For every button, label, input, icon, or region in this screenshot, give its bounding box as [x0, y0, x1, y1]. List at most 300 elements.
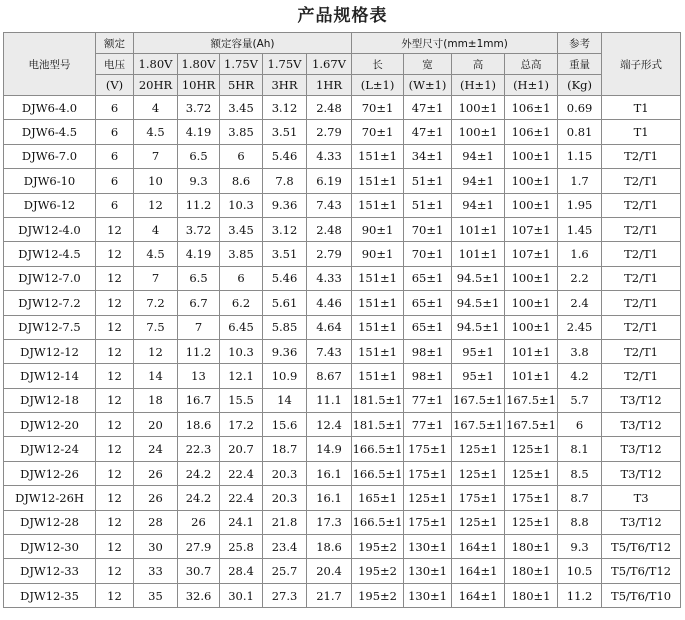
- cell-cap-1hr: 8.67: [307, 364, 352, 388]
- cell-cap-3hr: 15.6: [263, 413, 307, 437]
- page-title: 产品规格表: [297, 6, 388, 26]
- cell-total-height: 100±1: [505, 169, 558, 193]
- cell-terminal: T2/T1: [602, 217, 681, 241]
- cell-weight: 5.7: [558, 388, 602, 412]
- cell-model: DJW12-26: [4, 461, 96, 485]
- cell-height: 164±1: [452, 559, 505, 583]
- cell-cap-3hr: 20.3: [263, 461, 307, 485]
- table-row: [4, 266, 681, 290]
- cell-width: 98±1: [404, 364, 452, 388]
- header-capacity-group: 额定容量(Ah): [134, 33, 352, 54]
- cell-cap-10hr: 32.6: [178, 583, 220, 607]
- cell-cap-3hr: 9.36: [263, 339, 307, 363]
- cell-cap-20hr: 28: [134, 510, 178, 534]
- cell-model: DJW12-4.5: [4, 242, 96, 266]
- cell-voltage: 6: [96, 120, 134, 144]
- cell-height: 125±1: [452, 510, 505, 534]
- cell-weight: 9.3: [558, 535, 602, 559]
- header-cap-volt: 1.67V: [307, 54, 352, 75]
- cell-terminal: T3/T12: [602, 413, 681, 437]
- header-cap-volt: 1.75V: [220, 54, 263, 75]
- cell-length: 165±1: [352, 486, 404, 510]
- table-row: [4, 242, 681, 266]
- header-cap-rate: 5HR: [220, 75, 263, 96]
- cell-model: DJW12-30: [4, 535, 96, 559]
- cell-cap-3hr: 5.61: [263, 291, 307, 315]
- cell-cap-10hr: 6.5: [178, 144, 220, 168]
- cell-cap-1hr: 17.3: [307, 510, 352, 534]
- cell-cap-20hr: 24: [134, 437, 178, 461]
- header-cap-rate: 1HR: [307, 75, 352, 96]
- cell-voltage: 12: [96, 266, 134, 290]
- cell-cap-5hr: 20.7: [220, 437, 263, 461]
- cell-cap-20hr: 4.5: [134, 120, 178, 144]
- cell-height: 101±1: [452, 242, 505, 266]
- cell-width: 47±1: [404, 120, 452, 144]
- cell-width: 98±1: [404, 339, 452, 363]
- cell-total-height: 107±1: [505, 217, 558, 241]
- cell-weight: 0.69: [558, 96, 602, 120]
- cell-cap-20hr: 4: [134, 217, 178, 241]
- header-dim-unit: (L±1): [352, 75, 404, 96]
- cell-cap-10hr: 24.2: [178, 486, 220, 510]
- cell-weight: 2.45: [558, 315, 602, 339]
- cell-cap-3hr: 3.51: [263, 120, 307, 144]
- cell-total-height: 167.5±1: [505, 388, 558, 412]
- table-row: [4, 193, 681, 217]
- cell-width: 70±1: [404, 217, 452, 241]
- cell-cap-10hr: 3.72: [178, 217, 220, 241]
- cell-cap-10hr: 7: [178, 315, 220, 339]
- cell-height: 125±1: [452, 437, 505, 461]
- header-model: 电池型号: [4, 33, 96, 96]
- cell-total-height: 100±1: [505, 291, 558, 315]
- cell-cap-10hr: 9.3: [178, 169, 220, 193]
- cell-terminal: T3/T12: [602, 437, 681, 461]
- cell-terminal: T5/T6/T12: [602, 535, 681, 559]
- cell-model: DJW12-7.2: [4, 291, 96, 315]
- cell-cap-20hr: 14: [134, 364, 178, 388]
- header-width: 宽: [404, 54, 452, 75]
- header-voltage: 电压: [96, 54, 134, 75]
- cell-cap-5hr: 22.4: [220, 461, 263, 485]
- cell-cap-20hr: 7.2: [134, 291, 178, 315]
- header-length: 长: [352, 54, 404, 75]
- cell-total-height: 180±1: [505, 559, 558, 583]
- cell-cap-20hr: 10: [134, 169, 178, 193]
- cell-model: DJW12-28: [4, 510, 96, 534]
- cell-voltage: 12: [96, 510, 134, 534]
- cell-width: 175±1: [404, 510, 452, 534]
- cell-cap-10hr: 6.7: [178, 291, 220, 315]
- header-dim-unit: (H±1): [505, 75, 558, 96]
- cell-cap-3hr: 9.36: [263, 193, 307, 217]
- cell-length: 151±1: [352, 315, 404, 339]
- cell-length: 151±1: [352, 144, 404, 168]
- cell-cap-5hr: 30.1: [220, 583, 263, 607]
- cell-terminal: T2/T1: [602, 144, 681, 168]
- cell-cap-1hr: 4.46: [307, 291, 352, 315]
- cell-cap-5hr: 22.4: [220, 486, 263, 510]
- cell-height: 95±1: [452, 339, 505, 363]
- cell-model: DJW12-20: [4, 413, 96, 437]
- cell-cap-10hr: 4.19: [178, 242, 220, 266]
- cell-cap-10hr: 30.7: [178, 559, 220, 583]
- cell-cap-10hr: 27.9: [178, 535, 220, 559]
- cell-width: 65±1: [404, 315, 452, 339]
- cell-cap-3hr: 21.8: [263, 510, 307, 534]
- cell-model: DJW12-33: [4, 559, 96, 583]
- cell-cap-3hr: 25.7: [263, 559, 307, 583]
- cell-height: 94.5±1: [452, 315, 505, 339]
- cell-model: DJW12-18: [4, 388, 96, 412]
- cell-terminal: T1: [602, 120, 681, 144]
- cell-length: 70±1: [352, 120, 404, 144]
- cell-cap-10hr: 24.2: [178, 461, 220, 485]
- cell-height: 100±1: [452, 96, 505, 120]
- cell-cap-1hr: 16.1: [307, 461, 352, 485]
- cell-voltage: 12: [96, 486, 134, 510]
- cell-cap-1hr: 2.79: [307, 120, 352, 144]
- cell-cap-10hr: 26: [178, 510, 220, 534]
- cell-cap-10hr: 11.2: [178, 339, 220, 363]
- cell-width: 47±1: [404, 96, 452, 120]
- cell-width: 130±1: [404, 535, 452, 559]
- cell-weight: 0.81: [558, 120, 602, 144]
- cell-length: 151±1: [352, 193, 404, 217]
- cell-weight: 8.7: [558, 486, 602, 510]
- cell-height: 94±1: [452, 144, 505, 168]
- cell-model: DJW12-26H: [4, 486, 96, 510]
- table-row: [4, 461, 681, 485]
- cell-cap-3hr: 3.51: [263, 242, 307, 266]
- cell-length: 151±1: [352, 266, 404, 290]
- header-rated: 额定: [96, 33, 134, 54]
- cell-cap-3hr: 14: [263, 388, 307, 412]
- table-row: [4, 96, 681, 120]
- cell-cap-10hr: 16.7: [178, 388, 220, 412]
- cell-cap-5hr: 28.4: [220, 559, 263, 583]
- cell-cap-1hr: 4.33: [307, 144, 352, 168]
- cell-total-height: 100±1: [505, 266, 558, 290]
- cell-cap-20hr: 7: [134, 266, 178, 290]
- cell-voltage: 12: [96, 583, 134, 607]
- table-row: [4, 144, 681, 168]
- cell-weight: 2.4: [558, 291, 602, 315]
- cell-cap-1hr: 7.43: [307, 193, 352, 217]
- header-height: 高: [452, 54, 505, 75]
- cell-cap-3hr: 5.46: [263, 144, 307, 168]
- cell-cap-20hr: 12: [134, 339, 178, 363]
- table-row: [4, 217, 681, 241]
- header-terminal: 端子形式: [602, 33, 681, 96]
- cell-voltage: 12: [96, 461, 134, 485]
- cell-height: 164±1: [452, 583, 505, 607]
- cell-cap-1hr: 6.19: [307, 169, 352, 193]
- cell-cap-20hr: 33: [134, 559, 178, 583]
- cell-total-height: 180±1: [505, 535, 558, 559]
- cell-voltage: 12: [96, 315, 134, 339]
- cell-total-height: 180±1: [505, 583, 558, 607]
- cell-length: 90±1: [352, 242, 404, 266]
- cell-model: DJW12-24: [4, 437, 96, 461]
- cell-cap-10hr: 11.2: [178, 193, 220, 217]
- cell-cap-1hr: 2.48: [307, 96, 352, 120]
- cell-model: DJW12-7.5: [4, 315, 96, 339]
- cell-total-height: 100±1: [505, 193, 558, 217]
- cell-cap-20hr: 7.5: [134, 315, 178, 339]
- cell-length: 90±1: [352, 217, 404, 241]
- header-cap-volt: 1.75V: [263, 54, 307, 75]
- cell-weight: 8.8: [558, 510, 602, 534]
- cell-cap-20hr: 26: [134, 486, 178, 510]
- table-row: [4, 535, 681, 559]
- cell-terminal: T2/T1: [602, 291, 681, 315]
- table-row: [4, 388, 681, 412]
- cell-width: 70±1: [404, 242, 452, 266]
- cell-width: 65±1: [404, 266, 452, 290]
- cell-cap-20hr: 20: [134, 413, 178, 437]
- cell-cap-1hr: 20.4: [307, 559, 352, 583]
- cell-voltage: 12: [96, 388, 134, 412]
- cell-voltage: 12: [96, 413, 134, 437]
- cell-terminal: T2/T1: [602, 242, 681, 266]
- cell-terminal: T2/T1: [602, 339, 681, 363]
- cell-terminal: T5/T6/T12: [602, 559, 681, 583]
- cell-height: 175±1: [452, 486, 505, 510]
- cell-model: DJW6-7.0: [4, 144, 96, 168]
- cell-width: 175±1: [404, 437, 452, 461]
- cell-length: 166.5±1: [352, 461, 404, 485]
- cell-length: 195±2: [352, 559, 404, 583]
- header-cap-rate: 20HR: [134, 75, 178, 96]
- cell-cap-5hr: 3.85: [220, 242, 263, 266]
- cell-cap-1hr: 11.1: [307, 388, 352, 412]
- cell-weight: 1.6: [558, 242, 602, 266]
- cell-cap-1hr: 21.7: [307, 583, 352, 607]
- cell-cap-20hr: 18: [134, 388, 178, 412]
- cell-cap-5hr: 15.5: [220, 388, 263, 412]
- cell-height: 95±1: [452, 364, 505, 388]
- cell-width: 51±1: [404, 193, 452, 217]
- cell-cap-1hr: 4.64: [307, 315, 352, 339]
- cell-width: 77±1: [404, 388, 452, 412]
- cell-cap-5hr: 8.6: [220, 169, 263, 193]
- cell-model: DJW12-12: [4, 339, 96, 363]
- cell-cap-5hr: 10.3: [220, 193, 263, 217]
- cell-cap-5hr: 3.45: [220, 217, 263, 241]
- cell-cap-3hr: 5.46: [263, 266, 307, 290]
- cell-terminal: T3: [602, 486, 681, 510]
- header-cap-rate: 10HR: [178, 75, 220, 96]
- cell-width: 130±1: [404, 583, 452, 607]
- cell-cap-1hr: 16.1: [307, 486, 352, 510]
- cell-height: 101±1: [452, 217, 505, 241]
- cell-terminal: T2/T1: [602, 193, 681, 217]
- cell-cap-20hr: 35: [134, 583, 178, 607]
- table-body: [4, 96, 681, 608]
- table-row: [4, 364, 681, 388]
- cell-terminal: T2/T1: [602, 169, 681, 193]
- cell-model: DJW12-14: [4, 364, 96, 388]
- cell-cap-10hr: 22.3: [178, 437, 220, 461]
- cell-cap-5hr: 10.3: [220, 339, 263, 363]
- cell-width: 130±1: [404, 559, 452, 583]
- cell-cap-1hr: 12.4: [307, 413, 352, 437]
- cell-width: 125±1: [404, 486, 452, 510]
- cell-cap-10hr: 3.72: [178, 96, 220, 120]
- table-row: [4, 486, 681, 510]
- cell-weight: 1.7: [558, 169, 602, 193]
- cell-cap-3hr: 20.3: [263, 486, 307, 510]
- header-cap-rate: 3HR: [263, 75, 307, 96]
- cell-voltage: 6: [96, 96, 134, 120]
- cell-total-height: 125±1: [505, 437, 558, 461]
- table-row: [4, 120, 681, 144]
- cell-model: DJW12-35: [4, 583, 96, 607]
- cell-cap-20hr: 4.5: [134, 242, 178, 266]
- cell-total-height: 101±1: [505, 339, 558, 363]
- cell-cap-20hr: 12: [134, 193, 178, 217]
- cell-terminal: T3/T12: [602, 388, 681, 412]
- cell-voltage: 12: [96, 437, 134, 461]
- cell-length: 166.5±1: [352, 437, 404, 461]
- cell-cap-5hr: 6: [220, 266, 263, 290]
- cell-height: 125±1: [452, 461, 505, 485]
- cell-cap-1hr: 18.6: [307, 535, 352, 559]
- cell-weight: 11.2: [558, 583, 602, 607]
- cell-model: DJW6-4.0: [4, 96, 96, 120]
- cell-total-height: 106±1: [505, 96, 558, 120]
- cell-terminal: T3/T12: [602, 510, 681, 534]
- header-dim-unit: (W±1): [404, 75, 452, 96]
- cell-model: DJW6-12: [4, 193, 96, 217]
- cell-weight: 2.2: [558, 266, 602, 290]
- cell-cap-5hr: 6: [220, 144, 263, 168]
- cell-width: 34±1: [404, 144, 452, 168]
- cell-cap-3hr: 7.8: [263, 169, 307, 193]
- cell-length: 195±2: [352, 535, 404, 559]
- cell-cap-5hr: 17.2: [220, 413, 263, 437]
- header-weight: 重量: [558, 54, 602, 75]
- cell-cap-3hr: 3.12: [263, 217, 307, 241]
- cell-total-height: 106±1: [505, 120, 558, 144]
- cell-total-height: 167.5±1: [505, 413, 558, 437]
- cell-cap-20hr: 4: [134, 96, 178, 120]
- spec-table: [3, 32, 681, 608]
- cell-cap-3hr: 10.9: [263, 364, 307, 388]
- cell-cap-10hr: 13: [178, 364, 220, 388]
- cell-width: 65±1: [404, 291, 452, 315]
- cell-cap-1hr: 2.48: [307, 217, 352, 241]
- table-row: [4, 510, 681, 534]
- cell-weight: 8.1: [558, 437, 602, 461]
- cell-model: DJW12-7.0: [4, 266, 96, 290]
- cell-height: 164±1: [452, 535, 505, 559]
- cell-voltage: 6: [96, 169, 134, 193]
- cell-voltage: 12: [96, 364, 134, 388]
- cell-width: 77±1: [404, 413, 452, 437]
- cell-width: 51±1: [404, 169, 452, 193]
- cell-terminal: T2/T1: [602, 364, 681, 388]
- cell-voltage: 12: [96, 339, 134, 363]
- cell-cap-3hr: 27.3: [263, 583, 307, 607]
- cell-terminal: T2/T1: [602, 266, 681, 290]
- header-voltage-unit: (V): [96, 75, 134, 96]
- cell-cap-5hr: 6.45: [220, 315, 263, 339]
- cell-height: 94.5±1: [452, 291, 505, 315]
- cell-cap-5hr: 3.45: [220, 96, 263, 120]
- cell-cap-10hr: 4.19: [178, 120, 220, 144]
- cell-model: DJW6-10: [4, 169, 96, 193]
- header-cap-volt: 1.80V: [178, 54, 220, 75]
- cell-terminal: T1: [602, 96, 681, 120]
- header-dim-unit: (H±1): [452, 75, 505, 96]
- cell-total-height: 107±1: [505, 242, 558, 266]
- cell-height: 94±1: [452, 169, 505, 193]
- cell-length: 181.5±1: [352, 413, 404, 437]
- cell-cap-5hr: 3.85: [220, 120, 263, 144]
- cell-weight: 1.95: [558, 193, 602, 217]
- cell-weight: 8.5: [558, 461, 602, 485]
- cell-cap-5hr: 12.1: [220, 364, 263, 388]
- cell-model: DJW6-4.5: [4, 120, 96, 144]
- cell-total-height: 101±1: [505, 364, 558, 388]
- cell-length: 181.5±1: [352, 388, 404, 412]
- cell-voltage: 6: [96, 144, 134, 168]
- header-dimension-group: 外型尺寸(mm±1mm): [352, 33, 558, 54]
- cell-voltage: 12: [96, 242, 134, 266]
- table-row: [4, 559, 681, 583]
- cell-total-height: 100±1: [505, 144, 558, 168]
- cell-height: 94.5±1: [452, 266, 505, 290]
- cell-cap-10hr: 6.5: [178, 266, 220, 290]
- cell-height: 100±1: [452, 120, 505, 144]
- cell-length: 151±1: [352, 339, 404, 363]
- header-weight-unit: (Kg): [558, 75, 602, 96]
- cell-cap-3hr: 18.7: [263, 437, 307, 461]
- cell-total-height: 100±1: [505, 315, 558, 339]
- table-row: [4, 437, 681, 461]
- cell-voltage: 12: [96, 217, 134, 241]
- cell-weight: 1.45: [558, 217, 602, 241]
- cell-voltage: 6: [96, 193, 134, 217]
- cell-length: 151±1: [352, 291, 404, 315]
- cell-voltage: 12: [96, 535, 134, 559]
- cell-weight: 4.2: [558, 364, 602, 388]
- table-row: [4, 315, 681, 339]
- cell-total-height: 125±1: [505, 461, 558, 485]
- cell-cap-1hr: 14.9: [307, 437, 352, 461]
- cell-height: 167.5±1: [452, 388, 505, 412]
- cell-weight: 3.8: [558, 339, 602, 363]
- cell-cap-5hr: 6.2: [220, 291, 263, 315]
- header-reference: 参考: [558, 33, 602, 54]
- cell-weight: 10.5: [558, 559, 602, 583]
- cell-cap-1hr: 2.79: [307, 242, 352, 266]
- cell-length: 70±1: [352, 96, 404, 120]
- cell-terminal: T5/T6/T10: [602, 583, 681, 607]
- cell-total-height: 125±1: [505, 510, 558, 534]
- cell-cap-20hr: 7: [134, 144, 178, 168]
- cell-cap-20hr: 30: [134, 535, 178, 559]
- cell-length: 166.5±1: [352, 510, 404, 534]
- cell-weight: 1.15: [558, 144, 602, 168]
- cell-cap-20hr: 26: [134, 461, 178, 485]
- cell-terminal: T2/T1: [602, 315, 681, 339]
- cell-total-height: 175±1: [505, 486, 558, 510]
- cell-terminal: T3/T12: [602, 461, 681, 485]
